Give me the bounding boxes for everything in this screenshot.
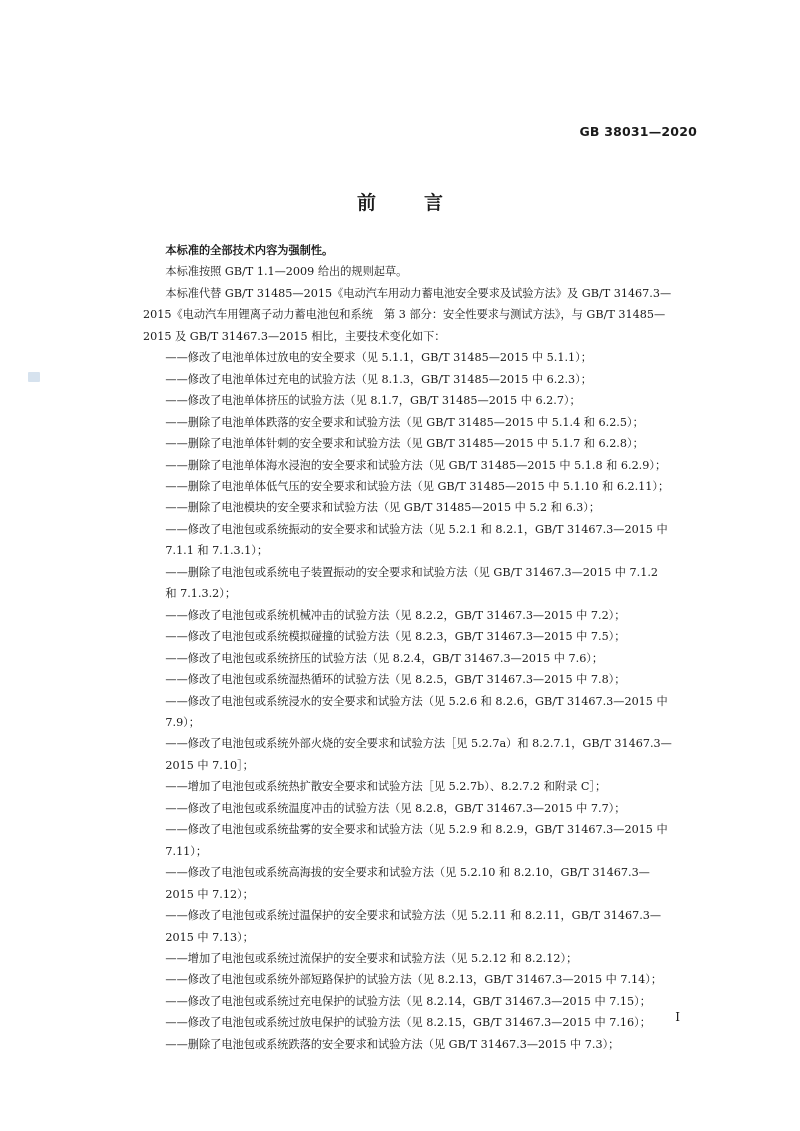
change-item: ——删除了电池单体低气压的安全要求和试验方法（见 GB/T 31485—2015 中 5.1.10 和 6.2.11）； — [165, 479, 670, 493]
change-item-continuation: 和 7.1.3.2）； — [165, 587, 237, 601]
replacement-statement-line-1: 本标准代替 GB/T 31485—2015《电动汽车用动力蓄电池安全要求及试验方法》及 GB/T 31467.3— — [165, 286, 672, 300]
change-item: ——修改了电池包或系统温度冲击的试验方法（见 8.2.8，GB/T 31467.3—2015 中 7.7）； — [165, 801, 626, 815]
change-item: ——修改了电池包或系统湿热循环的试验方法（见 8.2.5，GB/T 31467.3—2015 中 7.8）； — [165, 673, 626, 687]
mandatory-statement: 本标准的全部技术内容为强制性。 — [165, 244, 334, 257]
change-item-continuation: 7.11）； — [165, 844, 208, 858]
change-item-continuation: 2015 中 7.13）； — [165, 930, 254, 944]
change-item: ——修改了电池包或系统挤压的试验方法（见 8.2.4，GB/T 31467.3—2015 中 7.6）； — [165, 651, 604, 665]
page-number: I — [675, 1010, 680, 1024]
drafting-rule-statement: 本标准按照 GB/T 1.1—2009 给出的规则起草。 — [165, 265, 408, 279]
standard-code: GB 38031—2020 — [579, 124, 697, 139]
page-title: 前言 — [356, 192, 491, 214]
change-item: ——删除了电池包或系统电子装置振动的安全要求和试验方法（见 GB/T 31467.3—2015 中 7.1.2 — [165, 565, 659, 579]
replacement-statement-line-2: 2015《电动汽车用锂离子动力蓄电池包和系统 第 3 部分：安全性要求与测试方法》，与 GB/T 31485— — [143, 308, 666, 322]
foreword-body — [143, 240, 703, 1055]
changes-list — [143, 347, 703, 1055]
change-item-continuation: 7.9）； — [165, 715, 200, 729]
change-item: ——修改了电池包或系统过充电保护的试验方法（见 8.2.14，GB/T 31467.3—2015 中 7.15）； — [165, 994, 651, 1008]
change-item: ——修改了电池单体过充电的试验方法（见 8.1.3，GB/T 31485—2015 中 6.2.3）； — [165, 372, 592, 386]
change-item-continuation: 7.1.1 和 7.1.3.1）； — [165, 544, 269, 558]
change-item-continuation: 2015 中 7.10］； — [165, 758, 254, 772]
change-item: ——修改了电池包或系统高海拔的安全要求和试验方法（见 5.2.10 和 8.2.10，GB/T 31467.3— — [165, 866, 650, 880]
change-item: ——修改了电池包或系统浸水的安全要求和试验方法（见 5.2.6 和 8.2.6，GB/T 31467.3—2015 中 — [165, 694, 668, 708]
change-item: ——增加了电池包或系统过流保护的安全要求和试验方法（见 5.2.12 和 8.2.12）； — [165, 951, 578, 965]
change-item: ——修改了电池包或系统盐雾的安全要求和试验方法（见 5.2.9 和 8.2.9，GB/T 31467.3—2015 中 — [165, 823, 668, 837]
change-item: ——删除了电池单体跌落的安全要求和试验方法（见 GB/T 31485—2015 中 5.1.4 和 6.2.5）； — [165, 415, 644, 429]
replacement-statement-line-3: 2015 及 GB/T 31467.3—2015 相比，主要技术变化如下： — [143, 329, 446, 343]
change-item: ——修改了电池包或系统模拟碰撞的试验方法（见 8.2.3，GB/T 31467.3—2015 中 7.5）； — [165, 630, 626, 644]
change-item: ——修改了电池包或系统外部短路保护的试验方法（见 8.2.13，GB/T 31467.3—2015 中 7.14）； — [165, 973, 663, 987]
change-item: ——删除了电池包或系统跌落的安全要求和试验方法（见 GB/T 31467.3—2015 中 7.3）； — [165, 1037, 620, 1051]
change-item: ——修改了电池包或系统外部火烧的安全要求和试验方法［见 5.2.7a）和 8.2.7.1，GB/T 31467.3— — [165, 737, 672, 751]
change-item: ——修改了电池包或系统振动的安全要求和试验方法（见 5.2.1 和 8.2.1，GB/T 31467.3—2015 中 — [165, 522, 668, 536]
change-item: ——修改了电池单体挤压的试验方法（见 8.1.7，GB/T 31485—2015 中 6.2.7）； — [165, 394, 581, 408]
change-item: ——修改了电池包或系统过温保护的安全要求和试验方法（见 5.2.11 和 8.2.11，GB/T 31467.3— — [165, 909, 662, 923]
change-item: ——删除了电池单体海水浸泡的安全要求和试验方法（见 GB/T 31485—2015 中 5.1.8 和 6.2.9）； — [165, 458, 667, 472]
change-item-continuation: 2015 中 7.12）； — [165, 887, 254, 901]
side-margin-mark — [28, 372, 40, 382]
change-item: ——删除了电池单体针刺的安全要求和试验方法（见 GB/T 31485—2015 中 5.1.7 和 6.2.8）； — [165, 437, 644, 451]
change-item: ——删除了电池模块的安全要求和试验方法（见 GB/T 31485—2015 中 5.2 和 6.3）； — [165, 501, 601, 515]
change-item: ——增加了电池包或系统热扩散安全要求和试验方法［见 5.2.7b）、8.2.7.2 和附录 C］； — [165, 780, 607, 794]
change-item: ——修改了电池单体过放电的安全要求（见 5.1.1，GB/T 31485—2015 中 5.1.1）； — [165, 351, 592, 365]
change-item: ——修改了电池包或系统过放电保护的试验方法（见 8.2.15，GB/T 31467.3—2015 中 7.16）； — [165, 1016, 651, 1030]
change-item: ——修改了电池包或系统机械冲击的试验方法（见 8.2.2，GB/T 31467.3—2015 中 7.2）； — [165, 608, 626, 622]
